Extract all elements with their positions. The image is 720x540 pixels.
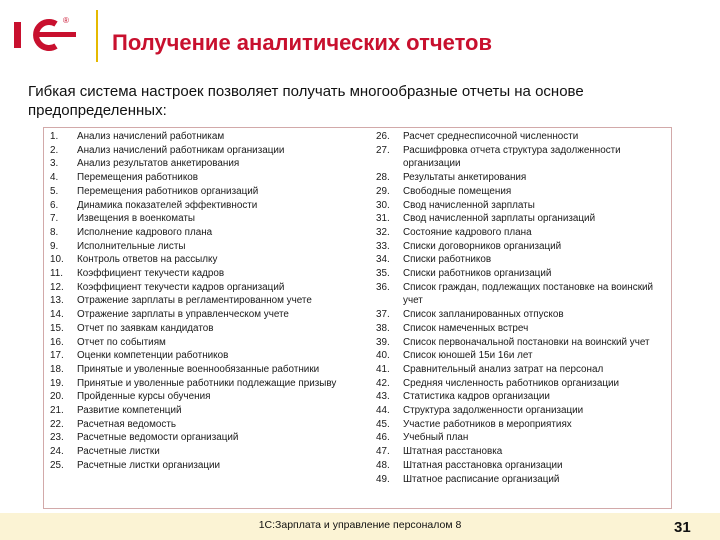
report-title: Результаты анкетирования <box>403 172 527 184</box>
report-number: 21. <box>50 405 64 417</box>
report-list-item <box>50 240 360 254</box>
1c-logo <box>12 18 80 52</box>
report-list-item <box>50 431 360 445</box>
report-number: 30. <box>376 199 390 211</box>
report-list-item <box>376 431 668 445</box>
report-number: 35. <box>376 268 390 280</box>
report-number: 8. <box>50 226 59 238</box>
subtitle: Гибкая система настроек позволяет получать многообразные отчеты на основе предопределенных: <box>28 83 584 119</box>
report-list-item <box>50 144 360 158</box>
report-number: 9. <box>50 240 59 252</box>
report-number: 16. <box>50 336 64 348</box>
report-number: 2. <box>50 144 59 156</box>
report-list-item <box>376 418 668 432</box>
report-list-item <box>376 199 668 213</box>
report-number: 42. <box>376 377 390 389</box>
report-list-item <box>50 349 360 363</box>
report-title: Расчетные листки организации <box>77 459 221 471</box>
report-list-item <box>376 322 668 336</box>
report-title: Список первоначальной постановки на воинский учет <box>403 336 650 348</box>
report-title: Средняя численность работников организации <box>403 377 620 389</box>
report-title: Перемещения работников организаций <box>77 185 259 197</box>
report-number: 39. <box>376 336 390 348</box>
report-list-item <box>376 363 668 377</box>
report-list-item <box>50 267 360 281</box>
report-title: Принятые и уволенные военнообязанные работники <box>77 363 320 375</box>
report-number: 44. <box>376 405 390 417</box>
report-title: Свободные помещения <box>403 185 512 197</box>
report-number: 46. <box>376 432 390 444</box>
report-list-item <box>50 294 360 308</box>
report-number: 32. <box>376 226 390 238</box>
report-title: Структура задолженности организации <box>403 405 584 417</box>
report-title: Перемещения работников <box>77 172 198 184</box>
report-number: 22. <box>50 418 64 430</box>
report-title: Расчетная ведомость <box>77 418 176 430</box>
report-list-item <box>376 240 668 254</box>
report-list-item <box>376 404 668 418</box>
report-number: 29. <box>376 185 390 197</box>
report-title: Список юношей 15и 16и лет <box>403 350 533 362</box>
report-title: Динамика показателей эффективности <box>77 199 258 211</box>
report-title: Участие работников в мероприятиях <box>403 418 572 430</box>
report-title: Сравнительный анализ затрат на персонал <box>403 363 604 375</box>
report-title: Коэффициент текучести кадров <box>77 268 225 280</box>
report-number: 15. <box>50 322 64 334</box>
report-number: 1. <box>50 131 59 142</box>
page-number: 31 <box>674 519 691 536</box>
report-number: 13. <box>50 295 64 307</box>
report-title: Отражение зарплаты в регламентированном учете <box>77 295 312 307</box>
report-title: Список намеченных встреч <box>403 322 529 334</box>
report-number: 34. <box>376 254 390 266</box>
report-title: Отчет по событиям <box>77 336 166 348</box>
report-number: 11. <box>50 268 63 280</box>
report-list-item <box>376 212 668 226</box>
report-list-item <box>50 336 360 350</box>
report-title: Анализ начислений работникам <box>77 131 225 142</box>
report-title: Списки договорников организаций <box>403 240 562 252</box>
report-list-item <box>50 212 360 226</box>
report-number: 10. <box>50 254 64 266</box>
report-number: 49. <box>376 473 390 485</box>
report-list-item <box>50 377 360 391</box>
report-number: 37. <box>376 309 390 321</box>
report-title: Расчет среднесписочной численности <box>403 131 579 142</box>
report-number: 3. <box>50 158 59 170</box>
report-number: 14. <box>50 309 64 321</box>
report-title: Пройденные курсы обучения <box>77 391 211 403</box>
report-number: 36. <box>376 281 390 293</box>
report-title: Список граждан, подлежащих постановке на воинский учет <box>403 281 654 307</box>
footer-product: 1С:Зарплата и управление персоналом 8 <box>258 519 462 531</box>
report-title: Списки работников организаций <box>403 268 552 280</box>
report-list-item <box>50 253 360 267</box>
report-number: 38. <box>376 322 390 334</box>
header-divider <box>96 10 98 62</box>
report-number: 19. <box>50 377 64 389</box>
report-number: 33. <box>376 240 390 252</box>
report-list-item <box>376 144 668 171</box>
report-list-item <box>50 226 360 240</box>
report-list-item <box>376 390 668 404</box>
report-list-item <box>50 404 360 418</box>
report-list-item <box>50 199 360 213</box>
report-list-item <box>376 226 668 240</box>
report-title: Штатная расстановка организации <box>403 459 563 471</box>
report-title: Расчетные ведомости организаций <box>77 432 239 444</box>
report-list-item <box>50 445 360 459</box>
report-list-item <box>50 171 360 185</box>
report-number: 26. <box>376 131 390 142</box>
report-title: Штатная расстановка <box>403 446 503 458</box>
report-number: 25. <box>50 459 64 471</box>
report-title: Отчет по заявкам кандидатов <box>77 322 214 334</box>
report-title: Анализ результатов анкетирования <box>77 158 240 170</box>
report-list-item <box>50 322 360 336</box>
report-list-item <box>50 390 360 404</box>
report-title: Развитие компетенций <box>77 405 182 417</box>
report-number: 18. <box>50 363 64 375</box>
report-title: Учебный план <box>403 432 469 444</box>
report-list-item <box>376 336 668 350</box>
report-number: 4. <box>50 172 59 184</box>
report-number: 27. <box>376 144 390 156</box>
report-title: Статистика кадров организации <box>403 391 550 403</box>
report-title: Оценки компетенции работников <box>77 350 229 362</box>
report-title: Штатное расписание организаций <box>403 473 560 485</box>
report-number: 48. <box>376 459 390 471</box>
report-title: Расшифровка отчета структура задолженности организации <box>403 144 621 170</box>
report-title: Состояние кадрового плана <box>403 226 532 238</box>
report-title: Принятые и уволенные работники подлежащие призыву <box>77 377 337 389</box>
report-title: Контроль ответов на рассылку <box>77 254 218 266</box>
report-list-item <box>376 185 668 199</box>
report-number: 40. <box>376 350 390 362</box>
report-number: 5. <box>50 185 59 197</box>
page-title: Получение аналитических отчетов <box>112 30 493 55</box>
report-list-item <box>376 171 668 185</box>
report-list-item <box>50 157 360 171</box>
report-title: Расчетные листки <box>77 446 160 458</box>
report-title: Свод начисленной зарплаты <box>403 199 535 211</box>
report-list-item <box>50 130 360 144</box>
report-list-item <box>50 281 360 295</box>
report-list-item <box>50 418 360 432</box>
report-number: 7. <box>50 213 59 225</box>
report-number: 41. <box>376 363 390 375</box>
report-title: Отражение зарплаты в управленческом учете <box>77 309 289 321</box>
report-number: 24. <box>50 446 64 458</box>
report-list-item <box>376 459 668 473</box>
report-list-item <box>50 363 360 377</box>
reports-list-left <box>50 130 360 473</box>
report-title: Список запланированных отпусков <box>403 309 564 321</box>
report-list-item <box>376 253 668 267</box>
report-list-item <box>376 349 668 363</box>
report-list-item <box>50 308 360 322</box>
report-number: 12. <box>50 281 64 293</box>
report-number: 47. <box>376 446 390 458</box>
report-list-item <box>50 185 360 199</box>
report-number: 28. <box>376 172 390 184</box>
report-title: Свод начисленной зарплаты организаций <box>403 213 596 225</box>
report-title: Исполнительные листы <box>77 240 186 252</box>
report-number: 31. <box>376 213 390 225</box>
report-number: 43. <box>376 391 390 403</box>
report-title: Анализ начислений работникам организации <box>77 144 285 156</box>
report-list-item <box>376 130 668 144</box>
report-list-item <box>376 267 668 281</box>
report-title: Списки работников <box>403 254 492 266</box>
report-number: 23. <box>50 432 64 444</box>
report-title: Извещения в военкоматы <box>77 213 195 225</box>
report-list-item <box>376 473 668 487</box>
report-number: 45. <box>376 418 390 430</box>
report-list-item <box>376 377 668 391</box>
reports-list-right <box>376 130 668 486</box>
report-number: 6. <box>50 199 59 211</box>
reports-list-box <box>43 127 672 509</box>
report-list-item <box>50 459 360 473</box>
report-list-item <box>376 445 668 459</box>
report-list-item <box>376 308 668 322</box>
report-number: 17. <box>50 350 64 362</box>
report-number: 20. <box>50 391 64 403</box>
report-list-item <box>376 281 668 308</box>
logo-text: 1С <box>12 18 14 19</box>
report-title: Исполнение кадрового плана <box>77 226 213 238</box>
report-title: Коэффициент текучести кадров организаций <box>77 281 285 293</box>
registered-mark: ® <box>63 16 69 25</box>
